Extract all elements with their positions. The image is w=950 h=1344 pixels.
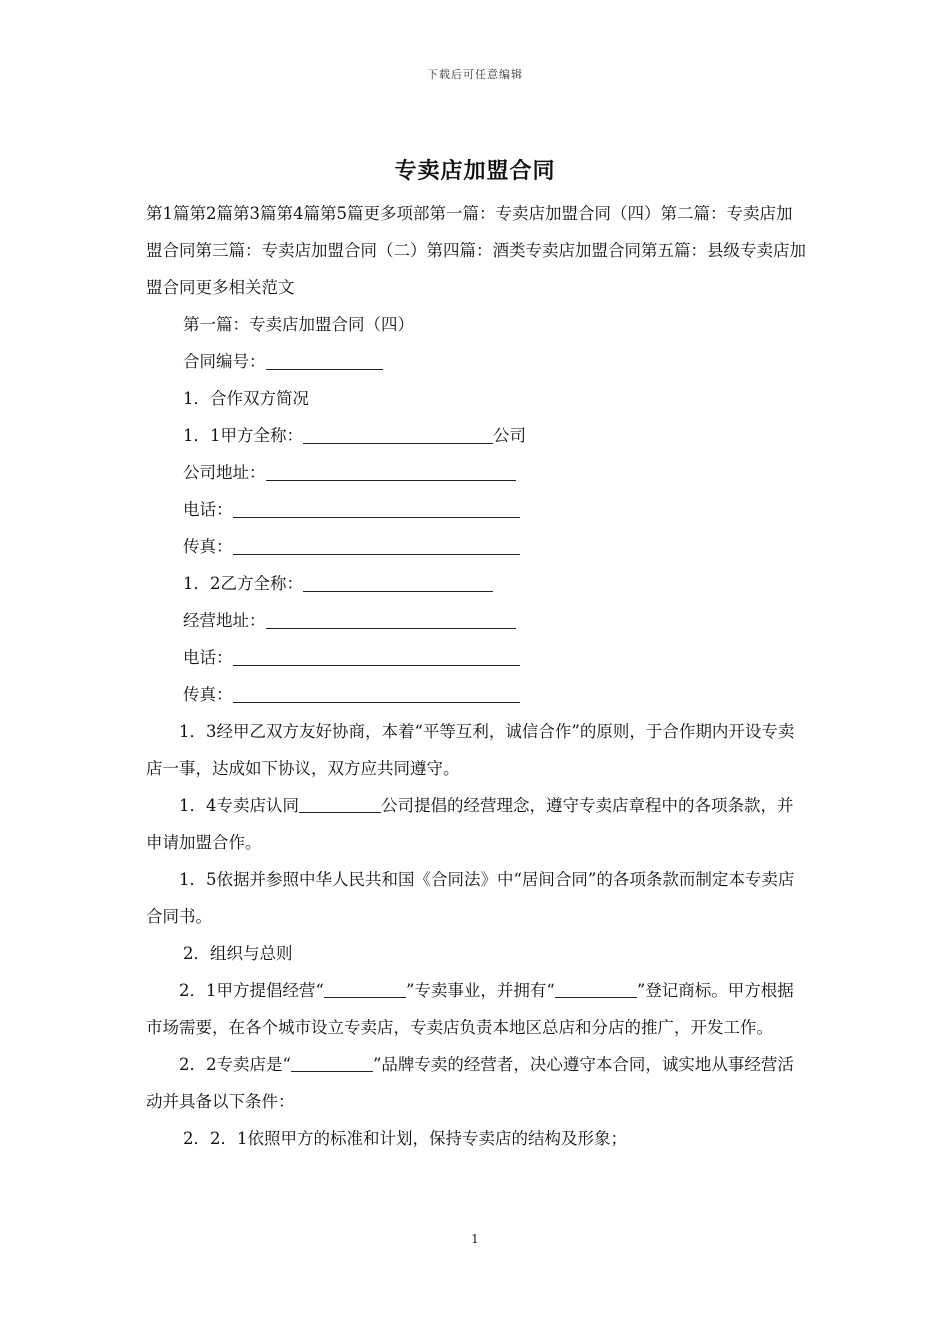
party-b-phone-label: 电话： [183,648,233,667]
clause-2-1-part-b: ”专卖事业，并拥有“ [405,981,555,1000]
clause-2-2-1: 2．2．1依照甲方的标准和计划，保持专卖店的结构及形象； [183,1129,627,1148]
party-b-fax-label: 传真： [183,685,233,704]
section-heading: 第一篇：专卖店加盟合同（四） [183,315,414,334]
clause-1-5: 1．5依据并参照中华人民共和国《合同法》中“居间合同”的各项条款而制定本专卖店合同书。 [146,870,795,926]
clause-2-1-blank-1 [324,979,406,998]
party-b-name-label: 1．2乙方全称： [183,574,303,593]
document-body [146,195,808,1157]
party-a-fax-line [146,528,808,565]
party-a-name-line [146,417,808,454]
clause-1-3: 1．3经甲乙双方友好协商，本着“平等互利，诚信合作”的原则，于合作期内开设专卖店一事，达成如下协议，双方应共同遵守。 [146,722,795,778]
clause-2-1-part-c: ”登记商标。甲方根据市场需要，在各个城市设立专卖店，专卖店负责本地区总店和分店的推广，开发工作。 [146,981,794,1037]
clause-2-1-blank-2 [555,979,637,998]
clause-1-4-part-b: 公司提倡的经营理念，遵守专卖店章程中的各项条款，并申请加盟合作。 [146,796,794,852]
clause-1-4-blank [299,794,381,813]
clause-2-2-part-b: ”品牌专卖的经营者，决心遵守本合同，诚实地从事经营活动并具备以下条件： [146,1055,794,1111]
clause-2-2-part-a: 2．2专卖店是“ [179,1055,291,1074]
party-a-phone-line [146,491,808,528]
party-a-fax-label: 传真： [183,537,233,556]
party-b-name-blank [303,571,493,592]
party-a-name-suffix: 公司 [493,426,526,445]
clause-2-2-blank [291,1053,373,1072]
clause-1-4 [146,787,808,861]
party-b-phone-blank [233,645,520,666]
party-a-address-label: 公司地址： [183,463,266,482]
party-a-address-blank [266,460,516,481]
party-b-fax-blank [233,682,520,703]
party-a-fax-blank [233,534,520,555]
party-a-phone-label: 电话： [183,500,233,519]
clause-2-1 [146,972,808,1046]
clause-2-2 [146,1046,808,1120]
party-b-address-line [146,602,808,639]
contract-number-blank [266,349,383,370]
page-header-note: 下载后可任意编辑 [427,68,523,81]
party-b-address-blank [266,608,516,629]
party-b-name-line [146,565,808,602]
contract-number-label: 合同编号： [183,352,266,371]
page-number: 1 [471,1232,479,1246]
contract-number-line [146,343,808,380]
party-b-address-label: 经营地址： [183,611,266,630]
party-a-address-line [146,454,808,491]
party-b-fax-line [146,676,808,713]
party-a-phone-blank [233,497,520,518]
party-a-name-blank [303,423,493,444]
clause-2-1-part-a: 2．1甲方提倡经营“ [179,981,324,1000]
party-a-name-label: 1．1甲方全称： [183,426,303,445]
clause-1-4-part-a: 1．4专卖店认同 [179,796,299,815]
document-title: 专卖店加盟合同 [394,158,556,184]
toc-paragraph: 第1篇第2篇第3篇第4篇第5篇更多项部第一篇：专卖店加盟合同（四）第二篇：专卖店加盟合同第三篇：专卖店加盟合同（二）第四篇：酒类专卖店加盟合同第五篇：县级专卖店加盟合同更多相关范文 [146,204,806,297]
section-2-heading: 2．组织与总则 [183,944,293,963]
section-1-heading: 1．合作双方简况 [183,389,309,408]
party-b-phone-line [146,639,808,676]
